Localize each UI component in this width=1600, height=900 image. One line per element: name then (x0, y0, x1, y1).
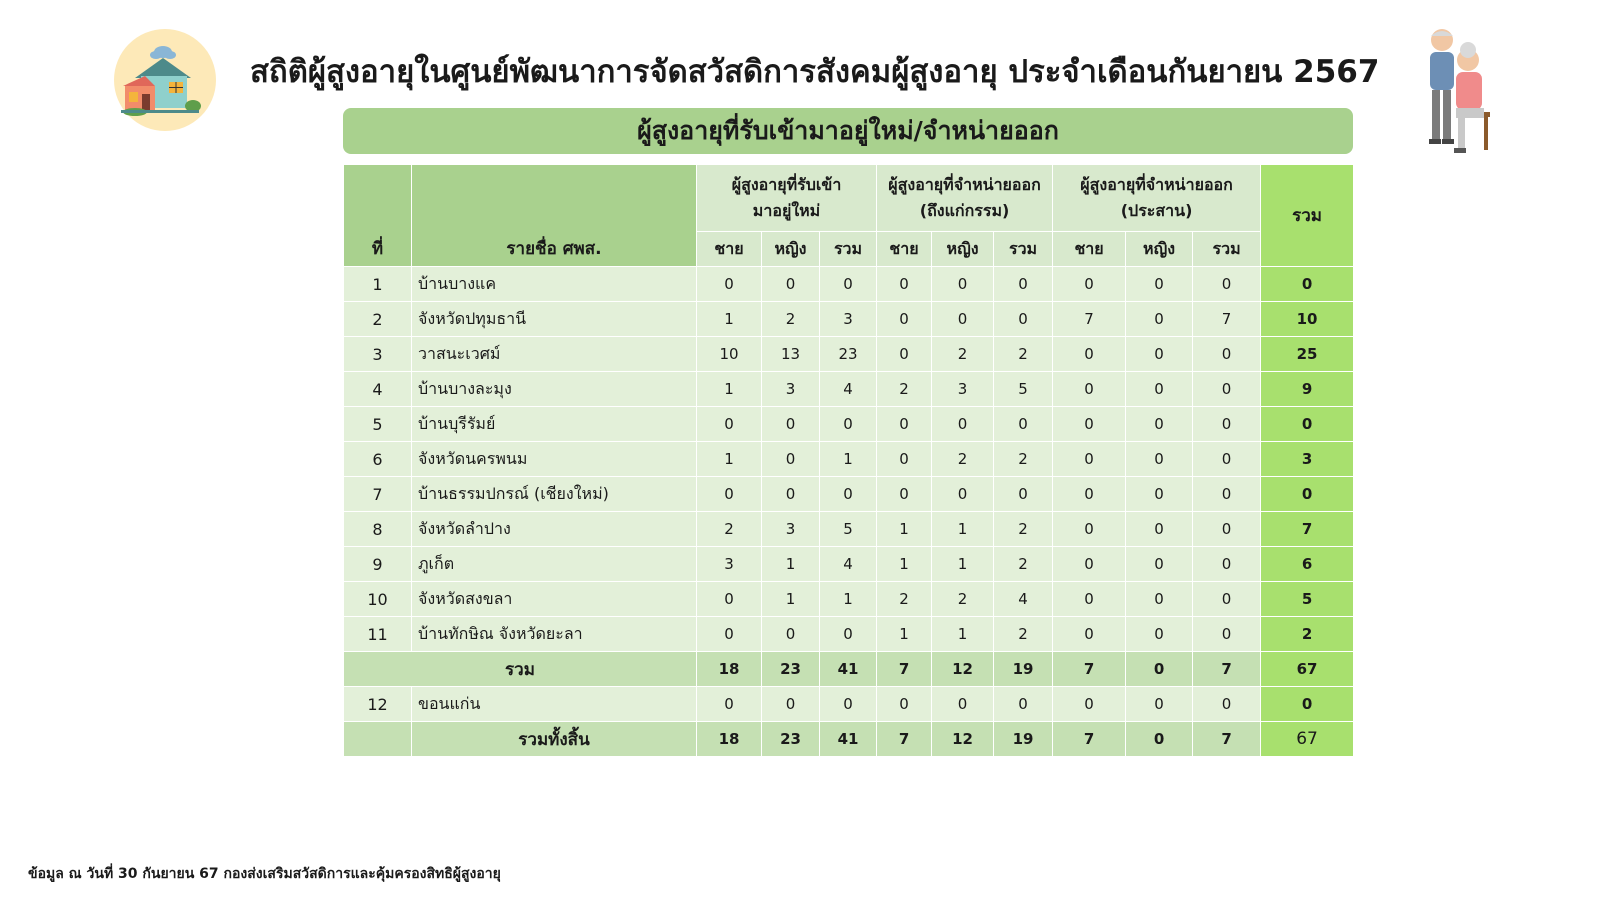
value-cell: 0 (697, 687, 762, 722)
value-cell: 0 (994, 407, 1053, 442)
grand-total: 67 (1261, 722, 1354, 757)
sub-header-male: ชาย (697, 232, 762, 267)
row-total: 5 (1261, 582, 1354, 617)
row-total: 25 (1261, 337, 1354, 372)
group-header-admitted: ผู้สูงอายุที่รับเข้า มาอยู่ใหม่ (697, 165, 877, 232)
value-cell: 0 (1126, 722, 1193, 757)
row-number: 12 (344, 687, 412, 722)
value-cell: 2 (762, 302, 820, 337)
center-name: จังหวัดลำปาง (412, 512, 697, 547)
value-cell: 7 (1193, 652, 1261, 687)
value-cell: 1 (820, 442, 877, 477)
row-total: 3 (1261, 442, 1354, 477)
value-cell: 0 (1053, 337, 1126, 372)
section-title-bar (343, 108, 1353, 154)
value-cell: 0 (1053, 687, 1126, 722)
value-cell: 1 (877, 617, 932, 652)
value-cell: 5 (994, 372, 1053, 407)
value-cell: 0 (1193, 687, 1261, 722)
value-cell: 1 (762, 582, 820, 617)
value-cell: 3 (932, 372, 994, 407)
value-cell: 0 (1193, 337, 1261, 372)
value-cell: 4 (994, 582, 1053, 617)
value-cell: 0 (1126, 337, 1193, 372)
row-total: 0 (1261, 687, 1354, 722)
value-cell: 0 (762, 687, 820, 722)
value-cell: 7 (877, 652, 932, 687)
center-name: บ้านบางแค (412, 267, 697, 302)
value-cell: 0 (762, 442, 820, 477)
value-cell: 0 (1126, 372, 1193, 407)
center-name: บ้านธรรมปกรณ์ (เชียงใหม่) (412, 477, 697, 512)
value-cell: 0 (1126, 652, 1193, 687)
value-cell: 0 (820, 687, 877, 722)
sub-header-male: ชาย (1053, 232, 1126, 267)
value-cell: 2 (994, 512, 1053, 547)
value-cell: 0 (1126, 582, 1193, 617)
center-name: วาสนะเวศม์ (412, 337, 697, 372)
subtotal-label: รวม (344, 652, 697, 687)
value-cell: 0 (1126, 547, 1193, 582)
value-cell: 0 (762, 617, 820, 652)
value-cell: 0 (1126, 267, 1193, 302)
section-title: ผู้สูงอายุที่รับเข้ามาอยู่ใหม่/จำหน่ายออก (637, 116, 1059, 145)
value-cell: 0 (1053, 512, 1126, 547)
value-cell: 0 (1193, 372, 1261, 407)
row-total: 2 (1261, 617, 1354, 652)
center-name: บ้านบางละมุง (412, 372, 697, 407)
row-number: 5 (344, 407, 412, 442)
value-cell: 0 (1053, 372, 1126, 407)
row-number: 11 (344, 617, 412, 652)
value-cell: 0 (1193, 442, 1261, 477)
value-cell: 12 (932, 722, 994, 757)
value-cell: 18 (697, 652, 762, 687)
value-cell: 2 (877, 372, 932, 407)
value-cell: 2 (697, 512, 762, 547)
house-icon (113, 28, 217, 132)
value-cell: 0 (877, 337, 932, 372)
value-cell: 5 (820, 512, 877, 547)
value-cell: 0 (1193, 547, 1261, 582)
value-cell: 13 (762, 337, 820, 372)
value-cell: 0 (820, 477, 877, 512)
row-number: 10 (344, 582, 412, 617)
row-total: 0 (1261, 267, 1354, 302)
value-cell: 0 (932, 407, 994, 442)
row-number: 3 (344, 337, 412, 372)
value-cell: 4 (820, 372, 877, 407)
value-cell: 0 (1126, 687, 1193, 722)
value-cell: 7 (877, 722, 932, 757)
value-cell: 0 (1126, 617, 1193, 652)
value-cell: 0 (762, 477, 820, 512)
center-name: ภูเก็ต (412, 547, 697, 582)
value-cell: 7 (1053, 652, 1126, 687)
value-cell: 0 (762, 407, 820, 442)
col-no-header: ที่ (344, 165, 412, 267)
value-cell: 0 (1193, 407, 1261, 442)
table-row (344, 407, 1354, 442)
value-cell: 1 (932, 617, 994, 652)
value-cell: 1 (697, 442, 762, 477)
sub-header-female: หญิง (1126, 232, 1193, 267)
value-cell: 0 (1126, 302, 1193, 337)
value-cell: 0 (697, 617, 762, 652)
value-cell: 0 (1193, 617, 1261, 652)
value-cell: 0 (1053, 407, 1126, 442)
grand-total-label: รวมทั้งสิ้น (412, 722, 697, 757)
center-name: บ้านทักษิณ จังหวัดยะลา (412, 617, 697, 652)
value-cell: 2 (994, 337, 1053, 372)
sub-header-sum: รวม (820, 232, 877, 267)
table-row (344, 442, 1354, 477)
value-cell: 0 (994, 302, 1053, 337)
sub-header-female: หญิง (932, 232, 994, 267)
value-cell: 0 (994, 477, 1053, 512)
value-cell: 0 (932, 687, 994, 722)
value-cell: 1 (932, 547, 994, 582)
center-name: ขอนแก่น (412, 687, 697, 722)
value-cell: 0 (1053, 477, 1126, 512)
value-cell: 0 (877, 302, 932, 337)
value-cell: 0 (1126, 407, 1193, 442)
value-cell: 7 (1193, 302, 1261, 337)
value-cell: 0 (1053, 547, 1126, 582)
table-row (344, 512, 1354, 547)
value-cell: 0 (1053, 442, 1126, 477)
value-cell: 0 (1193, 512, 1261, 547)
value-cell: 3 (820, 302, 877, 337)
value-cell: 0 (1126, 442, 1193, 477)
table-row (344, 302, 1354, 337)
value-cell: 7 (1193, 722, 1261, 757)
row-number: 8 (344, 512, 412, 547)
center-name: จังหวัดปทุมธานี (412, 302, 697, 337)
row-number: 1 (344, 267, 412, 302)
table-row (344, 477, 1354, 512)
table-row (344, 582, 1354, 617)
value-cell: 3 (762, 372, 820, 407)
value-cell: 0 (1193, 267, 1261, 302)
table-row (344, 687, 1354, 722)
sub-header-female: หญิง (762, 232, 820, 267)
value-cell: 0 (932, 267, 994, 302)
value-cell: 0 (1126, 477, 1193, 512)
value-cell: 0 (1193, 477, 1261, 512)
table-row (344, 267, 1354, 302)
value-cell: 0 (1053, 582, 1126, 617)
value-cell: 0 (1053, 617, 1126, 652)
value-cell: 0 (1126, 512, 1193, 547)
value-cell: 0 (697, 582, 762, 617)
grand-total-row (344, 722, 1354, 757)
value-cell: 0 (820, 267, 877, 302)
row-total: 6 (1261, 547, 1354, 582)
row-number: 4 (344, 372, 412, 407)
value-cell: 0 (820, 407, 877, 442)
value-cell: 0 (932, 477, 994, 512)
value-cell: 1 (820, 582, 877, 617)
value-cell: 19 (994, 652, 1053, 687)
value-cell: 2 (932, 337, 994, 372)
table-row (344, 547, 1354, 582)
value-cell: 23 (762, 722, 820, 757)
value-cell: 0 (877, 687, 932, 722)
value-cell: 0 (932, 302, 994, 337)
subtotal-row (344, 652, 1354, 687)
value-cell: 0 (697, 407, 762, 442)
value-cell: 0 (877, 407, 932, 442)
value-cell: 1 (697, 302, 762, 337)
value-cell: 0 (820, 617, 877, 652)
row-total: 9 (1261, 372, 1354, 407)
sub-header-sum: รวม (1193, 232, 1261, 267)
stats-table (343, 164, 1354, 757)
value-cell: 0 (994, 267, 1053, 302)
center-name: บ้านบุรีรัมย์ (412, 407, 697, 442)
value-cell: 3 (697, 547, 762, 582)
table-row (344, 337, 1354, 372)
grand-total-blank (344, 722, 412, 757)
table-row (344, 372, 1354, 407)
value-cell: 7 (1053, 722, 1126, 757)
value-cell: 18 (697, 722, 762, 757)
value-cell: 2 (994, 617, 1053, 652)
footer-note: ข้อมูล ณ วันที่ 30 กันยายน 67 กองส่งเสริมสวัสดิการและคุ้มครองสิทธิผู้สูงอายุ (28, 866, 501, 882)
center-name: จังหวัดนครพนม (412, 442, 697, 477)
row-total: 7 (1261, 512, 1354, 547)
col-total-header: รวม (1261, 165, 1354, 267)
value-cell: 0 (697, 267, 762, 302)
group-header-transferred: ผู้สูงอายุที่จำหน่ายออก (ประสาน) (1053, 165, 1261, 232)
page-title: สถิติผู้สูงอายุในศูนย์พัฒนาการจัดสวัสดิการสังคมผู้สูงอายุ ประจำเดือนกันยายน 2567 (250, 54, 1380, 90)
row-number: 7 (344, 477, 412, 512)
col-name-header: รายชื่อ ศพส. (412, 165, 697, 267)
value-cell: 7 (1053, 302, 1126, 337)
value-cell: 2 (994, 442, 1053, 477)
row-total: 0 (1261, 407, 1354, 442)
row-number: 2 (344, 302, 412, 337)
value-cell: 0 (1053, 267, 1126, 302)
value-cell: 19 (994, 722, 1053, 757)
elderly-couple-icon (1418, 26, 1494, 162)
value-cell: 0 (994, 687, 1053, 722)
center-name: จังหวัดสงขลา (412, 582, 697, 617)
row-total: 10 (1261, 302, 1354, 337)
value-cell: 1 (762, 547, 820, 582)
sub-header-male: ชาย (877, 232, 932, 267)
value-cell: 1 (932, 512, 994, 547)
value-cell: 2 (932, 582, 994, 617)
value-cell: 23 (762, 652, 820, 687)
subtotal-total: 67 (1261, 652, 1354, 687)
value-cell: 1 (877, 512, 932, 547)
sub-header-sum: รวม (994, 232, 1053, 267)
value-cell: 0 (877, 442, 932, 477)
row-total: 0 (1261, 477, 1354, 512)
value-cell: 1 (877, 547, 932, 582)
row-number: 9 (344, 547, 412, 582)
value-cell: 0 (877, 477, 932, 512)
value-cell: 2 (877, 582, 932, 617)
value-cell: 4 (820, 547, 877, 582)
value-cell: 41 (820, 722, 877, 757)
value-cell: 1 (697, 372, 762, 407)
value-cell: 2 (994, 547, 1053, 582)
value-cell: 2 (932, 442, 994, 477)
value-cell: 3 (762, 512, 820, 547)
value-cell: 0 (697, 477, 762, 512)
row-number: 6 (344, 442, 412, 477)
value-cell: 0 (1193, 582, 1261, 617)
table-row (344, 617, 1354, 652)
value-cell: 0 (877, 267, 932, 302)
value-cell: 12 (932, 652, 994, 687)
group-header-deceased: ผู้สูงอายุที่จำหน่ายออก (ถึงแก่กรรม) (877, 165, 1053, 232)
value-cell: 0 (762, 267, 820, 302)
value-cell: 41 (820, 652, 877, 687)
value-cell: 23 (820, 337, 877, 372)
value-cell: 10 (697, 337, 762, 372)
